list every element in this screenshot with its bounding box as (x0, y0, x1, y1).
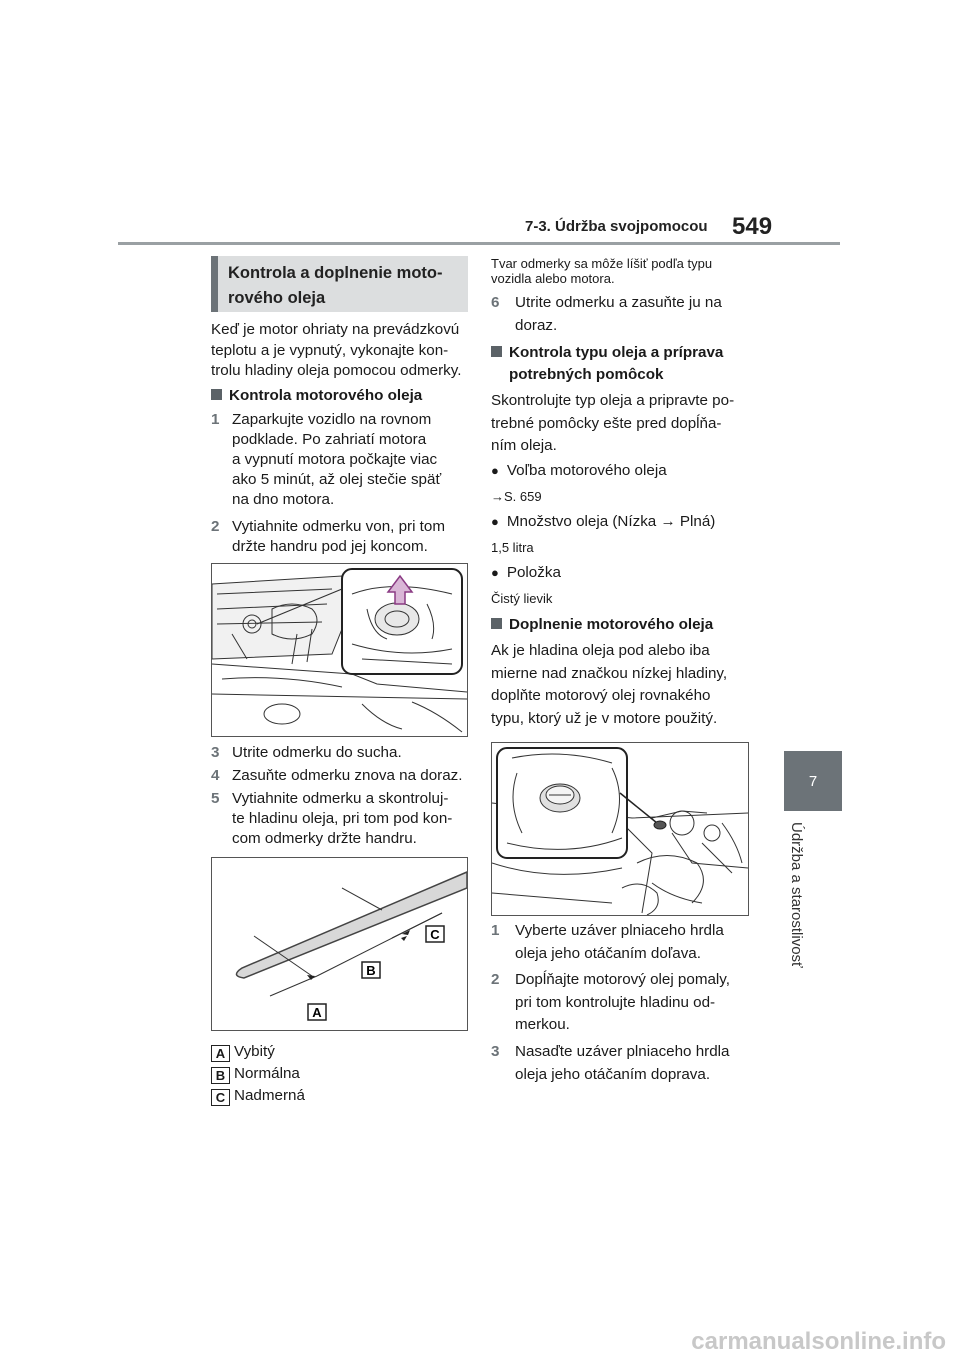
subheading-add-oil: Doplnenie motorového oleja (491, 614, 713, 636)
label-a: A (312, 1005, 322, 1020)
label-b: B (366, 963, 376, 978)
dipstick-illustration (212, 858, 467, 1030)
legend (211, 1041, 305, 1107)
bullet-item: ● Položka (491, 562, 561, 585)
square-bullet-icon (491, 618, 502, 629)
step-4: 4 Zasuňte odmerku znova na doraz. (211, 767, 463, 784)
legend-item-c: C Nadmerná (211, 1085, 305, 1107)
step-1: 1 Zaparkujte vozidlo na rovnom podklade. Po zahriatí motora a vypnutí motora počkajte viac ako 5 minút, až olej stečie späť na dno motora. (211, 411, 442, 508)
running-header-title: 7-3. Údržba svojpomocou (525, 218, 708, 235)
step-2: 2 Vytiahnite odmerku von, pri tom držte handru pod jej koncom. (211, 518, 446, 555)
page-reference-link[interactable]: →S. 659 (491, 489, 542, 504)
oil-amount-value: 1,5 litra (491, 540, 534, 555)
step-5: 5 Vytiahnite odmerku a skontroluj- te hladinu oleja, pri tom pod kon- com odmerky držte handru. (211, 790, 453, 847)
section-heading: Kontrola a doplnenie moto- rového oleja (211, 256, 468, 312)
bullet-oil-choice: ● Voľba motorového oleja (491, 460, 667, 483)
dipstick-level-figure (211, 857, 468, 1031)
oil-filler-illustration (492, 743, 748, 915)
item-value: Čistý lievik (491, 591, 553, 606)
engine-illustration (212, 564, 467, 736)
step-6: 6 Utrite odmerku a zasuňte ju na doraz. (491, 294, 722, 334)
right-step-2: 2 Dopĺňajte motorový olej pomaly, pri tom kontrolujte hladinu od- merkou. (491, 971, 730, 1033)
dipstick-note: Tvar odmerky sa môže líšiť podľa typu vozidla alebo motora. (491, 256, 713, 286)
intro-paragraph: Keď je motor ohriaty na prevádzkovú teplotu a je vypnutý, vykonajte kon- trolu hladiny oleja pomocou odmerky. (211, 321, 462, 379)
chapter-title: Údržba a starostlivosť (788, 822, 805, 968)
chapter-tab: 7 (784, 751, 842, 811)
oil-type-paragraph: Skontrolujte typ oleja a pripravte po- trebné pomôcky ešte pred dopĺňa- ním oleja. (491, 392, 735, 454)
square-bullet-icon (211, 389, 222, 400)
right-step-1: 1 Vyberte uzáver plniaceho hrdla oleja jeho otáčaním doľava. (491, 922, 724, 962)
footer-band (0, 1318, 960, 1358)
subheading-oil-type: Kontrola typu oleja a príprava potrebných pomôcok (491, 342, 756, 386)
oil-filler-cap-figure (491, 742, 749, 916)
label-c: C (430, 927, 440, 942)
engine-dipstick-figure (211, 563, 468, 737)
bullet-oil-amount: ● Množstvo oleja (Nízka → Plná) (491, 511, 715, 534)
square-bullet-icon (491, 346, 502, 357)
footer-watermark: carmanualsonline.info (691, 1328, 946, 1355)
subheading-check-oil: Kontrola motorového oleja (211, 385, 422, 407)
right-step-3: 3 Nasaďte uzáver plniaceho hrdla oleja jeho otáčaním doprava. (491, 1043, 730, 1083)
page-number: 549 (732, 213, 773, 240)
legend-item-a: A Vybitý (211, 1041, 305, 1063)
add-oil-paragraph: Ak je hladina oleja pod alebo iba mierne nad značkou nízkej hladiny, doplňte motorový olej rovnakého typu, ktorý už je v motore použitý. (491, 642, 728, 727)
legend-item-b: B Normálna (211, 1063, 305, 1085)
step-3: 3 Utrite odmerku do sucha. (211, 744, 402, 761)
header-divider (118, 242, 840, 245)
